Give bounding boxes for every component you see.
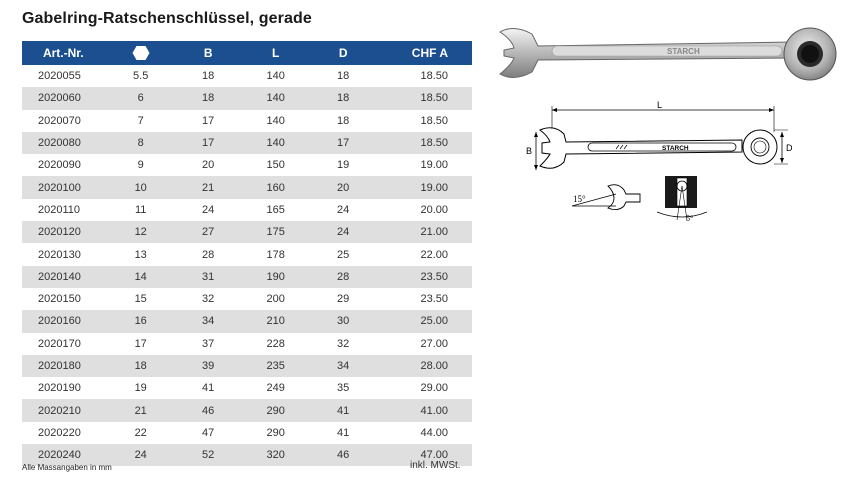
cell-price: 21.00 (375, 221, 472, 243)
cell-art-nr: 2020150 (38, 293, 81, 306)
cell-price: 28.00 (375, 355, 472, 377)
cell-l: 160 (240, 176, 312, 198)
col-header-art-nr: Art.-Nr. (22, 41, 105, 65)
cell-size: 14 (105, 266, 177, 288)
cell-b: 39 (177, 355, 240, 377)
cell-l: 150 (266, 159, 285, 172)
cell-d: 41 (312, 399, 375, 421)
cell-size: 6 (105, 87, 177, 109)
spec-table (22, 41, 472, 466)
wrench-photo (492, 20, 837, 98)
cell-d: 46 (312, 444, 375, 466)
cell-d: 18 (337, 70, 350, 83)
cell-art-nr: 2020220 (38, 426, 81, 439)
cell-size: 17 (134, 337, 147, 350)
cell-size: 10 (105, 176, 177, 198)
angle-15-label: 15° (573, 194, 586, 204)
cell-l: 200 (266, 293, 285, 306)
cell-l: 290 (240, 399, 312, 421)
cell-b: 37 (202, 337, 215, 350)
cell-price: 22.00 (420, 248, 448, 261)
table-row (22, 266, 472, 288)
cell-size: 16 (105, 310, 177, 332)
col-header-price: CHF A (375, 41, 472, 65)
table-row (22, 221, 472, 243)
cell-b: 21 (177, 176, 240, 198)
col-header-d: D (312, 41, 375, 65)
cell-b: 28 (202, 248, 215, 261)
cell-art-nr: 2020090 (38, 159, 81, 172)
table-row (22, 288, 472, 310)
cell-size: 18 (105, 355, 177, 377)
cell-art-nr: 2020140 (22, 266, 105, 288)
cell-size: 22 (134, 426, 147, 439)
cell-d: 18 (337, 114, 350, 127)
cell-b: 32 (202, 293, 215, 306)
cell-b: 41 (202, 382, 215, 395)
col-header-l: L (240, 41, 312, 65)
label-l: L (657, 100, 663, 110)
cell-price: 23.50 (420, 293, 448, 306)
table-row (22, 399, 472, 421)
table-row (22, 243, 472, 265)
cell-l: 165 (266, 203, 285, 216)
cell-art-nr: 2020130 (38, 248, 81, 261)
table-row (22, 87, 472, 109)
cell-price: 47.00 (375, 444, 472, 466)
cell-price: 23.50 (375, 266, 472, 288)
table-row (22, 355, 472, 377)
cell-art-nr: 2020080 (22, 132, 105, 154)
cell-b: 27 (177, 221, 240, 243)
cell-b: 47 (202, 426, 215, 439)
cell-b: 17 (202, 114, 215, 127)
table-row (22, 199, 472, 221)
cell-l: 320 (240, 444, 312, 466)
cell-d: 35 (337, 382, 350, 395)
measurement-note: Alle Massangaben in mm (22, 463, 112, 472)
cell-size: 24 (105, 444, 177, 466)
hexagon-icon (132, 45, 150, 61)
wrench-dimension-drawing (520, 100, 820, 180)
cell-d: 29 (337, 293, 350, 306)
page-title: Gabelring-Ratschenschlüssel, gerade (22, 10, 312, 27)
cell-price: 27.00 (420, 337, 448, 350)
cell-art-nr: 2020170 (38, 337, 81, 350)
cell-l: 178 (266, 248, 285, 261)
cell-d: 25 (337, 248, 350, 261)
cell-l: 290 (266, 426, 285, 439)
brand-label: STARCH (662, 145, 689, 152)
cell-b: 20 (202, 159, 215, 172)
label-b: B (526, 146, 533, 156)
cell-art-nr: 2020060 (22, 87, 105, 109)
label-d: D (786, 143, 793, 153)
cell-b: 52 (177, 444, 240, 466)
cell-size: 9 (137, 159, 144, 172)
table-row (22, 333, 472, 355)
table-header-row (22, 41, 472, 65)
cell-l: 175 (240, 221, 312, 243)
cell-d: 41 (337, 426, 350, 439)
cell-l: 140 (240, 87, 312, 109)
angle-5-label: 5° (686, 214, 694, 223)
cell-art-nr: 2020180 (22, 355, 105, 377)
cell-l: 140 (266, 70, 285, 83)
cell-price: 18.50 (420, 114, 448, 127)
cell-art-nr: 2020110 (38, 203, 81, 216)
cell-d: 30 (312, 310, 375, 332)
cell-art-nr: 2020120 (22, 221, 105, 243)
cell-d: 24 (337, 203, 350, 216)
table-row (22, 377, 472, 399)
cell-b: 34 (177, 310, 240, 332)
angle-5-detail (655, 172, 715, 224)
cell-price: 19.00 (375, 176, 472, 198)
cell-art-nr: 2020055 (38, 70, 81, 83)
col-header-size (105, 41, 177, 65)
svg-text:STARCH: STARCH (667, 47, 700, 56)
cell-l: 228 (266, 337, 285, 350)
cell-art-nr: 2020100 (22, 176, 105, 198)
cell-l: 249 (266, 382, 285, 395)
cell-price: 18.50 (375, 132, 472, 154)
col-header-b: B (177, 41, 240, 65)
cell-l: 235 (240, 355, 312, 377)
table-row (22, 176, 472, 198)
cell-d: 34 (312, 355, 375, 377)
offset-15-detail (570, 178, 650, 218)
cell-size: 11 (134, 203, 147, 216)
cell-price: 44.00 (420, 426, 448, 439)
cell-l: 210 (240, 310, 312, 332)
cell-size: 15 (134, 293, 147, 306)
cell-price: 25.00 (375, 310, 472, 332)
cell-price: 18.50 (375, 87, 472, 109)
cell-size: 13 (134, 248, 147, 261)
table-row (22, 310, 472, 332)
cell-d: 17 (312, 132, 375, 154)
cell-price: 20.00 (420, 203, 448, 216)
cell-price: 19.00 (420, 159, 448, 172)
cell-d: 19 (337, 159, 350, 172)
cell-art-nr: 2020070 (38, 114, 81, 127)
cell-l: 140 (266, 114, 285, 127)
table-row (22, 132, 472, 154)
cell-b: 24 (202, 203, 215, 216)
cell-b: 17 (177, 132, 240, 154)
cell-b: 46 (177, 399, 240, 421)
cell-b: 18 (177, 87, 240, 109)
cell-l: 140 (240, 132, 312, 154)
cell-d: 28 (312, 266, 375, 288)
table-row (22, 154, 472, 176)
cell-price: 18.50 (420, 70, 448, 83)
cell-art-nr: 2020190 (38, 382, 81, 395)
cell-b: 31 (177, 266, 240, 288)
cell-d: 32 (337, 337, 350, 350)
cell-d: 20 (312, 176, 375, 198)
cell-art-nr: 2020240 (22, 444, 105, 466)
vat-note: inkl. MWSt. (410, 460, 461, 471)
cell-d: 24 (312, 221, 375, 243)
table-row (22, 110, 472, 132)
cell-size: 5.5 (133, 70, 149, 83)
cell-size: 19 (134, 382, 147, 395)
cell-b: 18 (202, 70, 215, 83)
cell-size: 7 (137, 114, 144, 127)
cell-art-nr: 2020160 (22, 310, 105, 332)
cell-size: 12 (105, 221, 177, 243)
table-row (22, 422, 472, 444)
cell-price: 29.00 (420, 382, 448, 395)
cell-art-nr: 2020210 (22, 399, 105, 421)
table-row (22, 65, 472, 87)
cell-l: 190 (240, 266, 312, 288)
cell-size: 8 (105, 132, 177, 154)
cell-price: 41.00 (375, 399, 472, 421)
cell-size: 21 (105, 399, 177, 421)
cell-d: 18 (312, 87, 375, 109)
